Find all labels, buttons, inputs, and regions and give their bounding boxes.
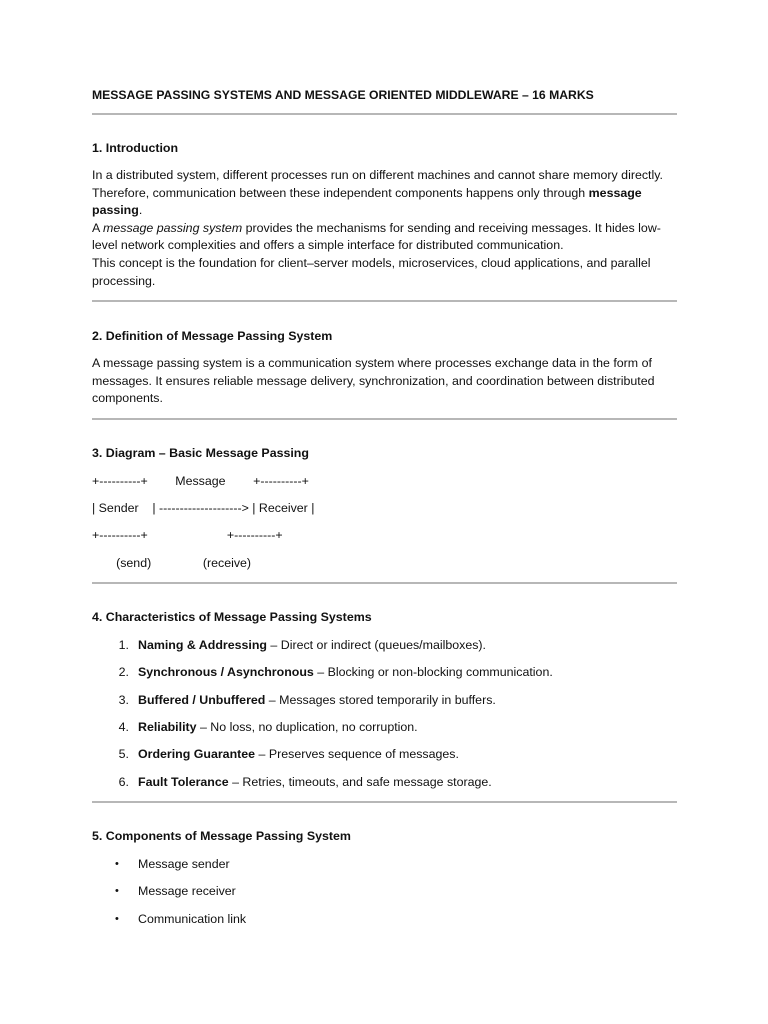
- list-item: [138, 746, 459, 764]
- list-item-term: Ordering Guarantee: [138, 747, 256, 761]
- divider: [92, 418, 677, 420]
- list-item: [138, 692, 496, 710]
- list-item: Message sender: [138, 857, 230, 871]
- divider: [92, 300, 677, 302]
- list-item: [138, 719, 418, 737]
- bullet-icon: •: [115, 885, 119, 897]
- list-item-desc: – Preserves sequence of messages.: [255, 747, 459, 761]
- diagram-line-4: (send) (receive): [92, 556, 252, 570]
- introduction-paragraph-2: [92, 220, 677, 255]
- list-item: [138, 637, 486, 655]
- intro-p2-text: provides the mechanisms for sending and receiving messages. It hides low-level network complexities and offers a simple interface for distributed communication.: [92, 220, 661, 253]
- definition-text: A message passing system is a communication system where processes exchange data in the form of messages. It ensures reliable message delivery, synchronization, and coordination between distributed components.: [92, 356, 655, 406]
- diagram-line-2: | Sender | --------------------> | Receiver |: [92, 501, 315, 515]
- divider: [92, 113, 677, 115]
- section-heading-characteristics: 4. Characteristics of Message Passing Systems: [92, 610, 372, 624]
- section-heading-components: 5. Components of Message Passing System: [92, 829, 351, 843]
- divider: [92, 801, 677, 803]
- list-item: Message receiver: [138, 884, 236, 898]
- list-item-term: Buffered / Unbuffered: [138, 693, 266, 707]
- diagram-line-1: +----------+ Message +----------+: [92, 474, 309, 488]
- list-item-desc: – Retries, timeouts, and safe message storage.: [228, 775, 492, 789]
- list-item-desc: – Blocking or non-blocking communication.: [313, 665, 553, 679]
- introduction-paragraph-3: This concept is the foundation for client–server models, microservices, cloud applications, and parallel processing.: [92, 255, 651, 288]
- list-item-desc: – No loss, no duplication, no corruption.: [196, 720, 418, 734]
- intro-p1-end: .: [138, 203, 143, 218]
- section-heading-introduction: 1. Introduction: [92, 141, 179, 155]
- introduction-paragraph-1: [92, 167, 677, 220]
- list-number: 6.: [118, 775, 129, 789]
- intro-p2-prefix: A: [92, 220, 104, 235]
- bullet-icon: •: [115, 913, 119, 925]
- list-item-term: Synchronous / Asynchronous: [138, 665, 314, 679]
- section-heading-definition: 2. Definition of Message Passing System: [92, 329, 333, 343]
- intro-p2-italic: message passing system: [103, 220, 243, 235]
- list-number: 1.: [118, 638, 129, 652]
- list-item: Communication link: [138, 912, 247, 926]
- list-number: 4.: [118, 720, 129, 734]
- list-item-term: Naming & Addressing: [138, 638, 267, 652]
- bullet-icon: •: [115, 858, 119, 870]
- list-number: 5.: [118, 747, 129, 761]
- list-item: [138, 774, 492, 792]
- list-item-desc: – Messages stored temporarily in buffers.: [265, 693, 496, 707]
- introduction-text: [92, 167, 677, 290]
- intro-p1-bold: message passing: [92, 185, 642, 218]
- list-item-desc: – Direct or indirect (queues/mailboxes).: [266, 638, 486, 652]
- list-item: [138, 664, 553, 682]
- document-title: MESSAGE PASSING SYSTEMS AND MESSAGE ORIENTED MIDDLEWARE – 16 MARKS: [92, 88, 594, 102]
- list-item-term: Fault Tolerance: [138, 775, 229, 789]
- divider: [92, 582, 677, 584]
- list-number: 2.: [118, 665, 129, 679]
- intro-p1-text: In a distributed system, different processes run on different machines and cannot share memory directly. Therefore, communication between these independent components happens only through: [92, 168, 663, 200]
- list-item-term: Reliability: [138, 720, 197, 734]
- section-heading-diagram: 3. Diagram – Basic Message Passing: [92, 446, 309, 460]
- list-number: 3.: [118, 693, 129, 707]
- diagram-line-3: +----------+ +----------+: [92, 528, 283, 542]
